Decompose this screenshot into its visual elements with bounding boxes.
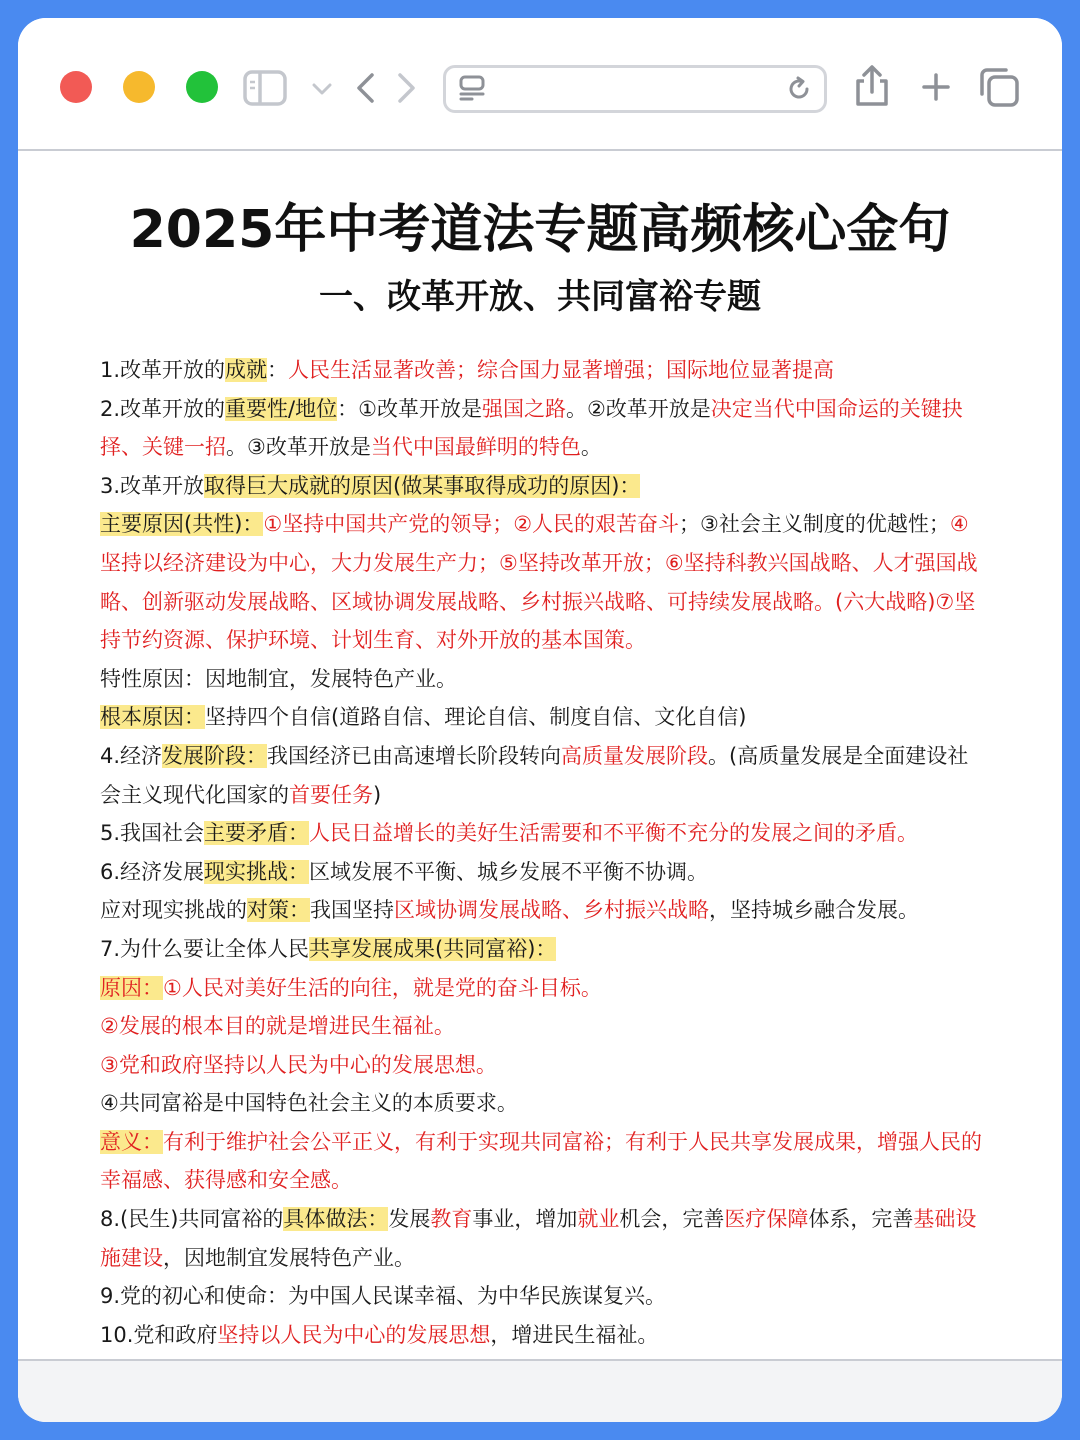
address-bar[interactable] <box>443 65 827 113</box>
tabs-icon[interactable] <box>978 66 1020 108</box>
text-line-17: 8.(民生)共同富裕的具体做法：发展教育事业，增加就业机会，完善医疗保障体系，完善基础设施建设，因地制宜发展特色产业。 <box>100 1207 977 1270</box>
forward-icon[interactable] <box>396 72 418 104</box>
maximize-dot[interactable] <box>186 71 218 103</box>
chevron-down-icon[interactable] <box>312 82 332 96</box>
minimize-dot[interactable] <box>123 71 155 103</box>
text-line-5: 特性原因：因地制宜，发展特色产业。 <box>100 666 457 691</box>
new-tab-icon[interactable] <box>921 72 951 102</box>
text-line-10: 应对现实挑战的对策：我国坚持区域协调发展战略、乡村振兴战略，坚持城乡融合发展。 <box>100 898 919 923</box>
text-line-19: 10.党和政府坚持以人民为中心的发展思想，增进民生福祉。 <box>100 1322 659 1347</box>
text-line-14: ③党和政府坚持以人民为中心的发展思想。 <box>100 1052 497 1077</box>
back-icon[interactable] <box>354 72 376 104</box>
text-line-9: 6.经济发展现实挑战：区域发展不平衡、城乡发展不平衡不协调。 <box>100 859 709 884</box>
reload-icon[interactable] <box>786 76 812 102</box>
page-content <box>18 151 1062 1359</box>
section-subtitle: 一、改革开放、共同富裕专题 <box>319 277 761 317</box>
browser-window <box>18 18 1062 1422</box>
text-line-18: 9.党的初心和使命：为中国人民谋幸福、为中华民族谋复兴。 <box>100 1284 667 1309</box>
browser-footer <box>18 1359 1062 1422</box>
text-line-2: 2.改革开放的重要性/地位：①改革开放是强国之路。②改革开放是决定当代中国命运的关键抉择、关键一招。③改革开放是当代中国最鲜明的特色。 <box>100 396 963 460</box>
text-line-6: 根本原因：坚持四个自信(道路自信、理论自信、制度自信、文化自信) <box>100 705 747 730</box>
text-line-16: 意义：有利于维护社会公平正义，有利于实现共同富裕；有利于人民共享发展成果，增强人民的幸福感、获得感和安全感。 <box>100 1129 982 1193</box>
text-line-11: 7.为什么要让全体人民共享发展成果(共同富裕)： <box>100 936 557 961</box>
text-line-15: ④共同富裕是中国特色社会主义的本质要求。 <box>100 1091 518 1116</box>
text-line-4: 主要原因(共性)：①坚持中国共产党的领导；②人民的艰苦奋斗；③社会主义制度的优越性；④坚持以经济建设为中心，大力发展生产力；⑤坚持改革开放；⑥坚持科教兴国战略、人才强国战略、创新驱动发展战略、区域协调发展战略、乡村振兴战略、可持续发展战略。(六大战略)⑦坚持节约资源、保护环境、计划生育、对外开放的基本国策。 <box>100 512 978 653</box>
text-line-7: 4.经济发展阶段：我国经济已由高速增长阶段转向高质量发展阶段。(高质量发展是全面建设社会主义现代化国家的首要任务) <box>100 743 969 807</box>
document-body <box>100 351 984 1354</box>
sidebar-icon[interactable] <box>243 70 287 106</box>
share-icon[interactable] <box>850 64 894 108</box>
text-line-8: 5.我国社会主要矛盾：人民日益增长的美好生活需要和不平衡不充分的发展之间的矛盾。 <box>100 821 919 846</box>
text-line-12: 原因：①人民对美好生活的向往，就是党的奋斗目标。 <box>100 975 602 1000</box>
page-title: 2025年中考道法专题高频核心金句 <box>129 200 951 260</box>
text-line-3: 3.改革开放取得巨大成就的原因(做某事取得成功的原因)： <box>100 473 641 498</box>
text-line-1: 1.改革开放的成就：人民生活显著改善；综合国力显著增强；国际地位显著提高 <box>100 358 835 382</box>
page-icon <box>458 74 488 102</box>
text-line-13: ②发展的根本目的就是增进民生福祉。 <box>100 1014 455 1039</box>
close-dot[interactable] <box>60 71 92 103</box>
browser-toolbar <box>18 18 1062 151</box>
